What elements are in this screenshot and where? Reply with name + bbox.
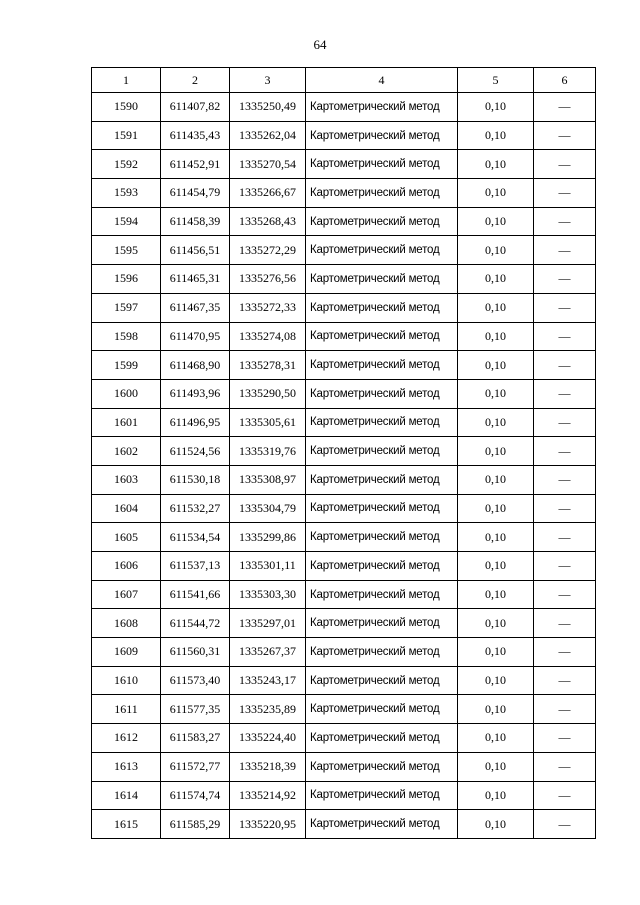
- accuracy-cell: 0,10: [458, 810, 534, 839]
- note-cell: —: [534, 638, 596, 667]
- method-cell: Картометрический метод: [306, 638, 458, 667]
- page-number: 64: [313, 37, 327, 52]
- accuracy-cell: 0,10: [458, 121, 534, 150]
- column-header: 5: [458, 68, 534, 93]
- accuracy-cell: 0,10: [458, 695, 534, 724]
- note-cell: —: [534, 724, 596, 753]
- method-cell: Картометрический метод: [306, 810, 458, 839]
- accuracy-cell: 0,10: [458, 265, 534, 294]
- point-number-cell: 1598: [92, 322, 161, 351]
- accuracy-cell: 0,10: [458, 179, 534, 208]
- x-coordinate-cell: 611493,96: [161, 379, 230, 408]
- method-cell: Картометрический метод: [306, 179, 458, 208]
- point-number-cell: 1610: [92, 666, 161, 695]
- table-row: [92, 724, 596, 753]
- table-row: [92, 465, 596, 494]
- y-coordinate-cell: 1335278,31: [230, 351, 306, 380]
- accuracy-cell: 0,10: [458, 150, 534, 179]
- point-number-cell: 1603: [92, 465, 161, 494]
- y-coordinate-cell: 1335297,01: [230, 609, 306, 638]
- method-cell: Картометрический метод: [306, 207, 458, 236]
- y-coordinate-cell: 1335267,37: [230, 638, 306, 667]
- note-cell: —: [534, 552, 596, 581]
- x-coordinate-cell: 611583,27: [161, 724, 230, 753]
- x-coordinate-cell: 611560,31: [161, 638, 230, 667]
- table-row: [92, 150, 596, 179]
- accuracy-cell: 0,10: [458, 724, 534, 753]
- table-row: [92, 265, 596, 294]
- y-coordinate-cell: 1335305,61: [230, 408, 306, 437]
- x-coordinate-cell: 611544,72: [161, 609, 230, 638]
- point-number-cell: 1599: [92, 351, 161, 380]
- point-number-cell: 1601: [92, 408, 161, 437]
- accuracy-cell: 0,10: [458, 322, 534, 351]
- note-cell: —: [534, 695, 596, 724]
- y-coordinate-cell: 1335301,11: [230, 552, 306, 581]
- table-row: [92, 609, 596, 638]
- table-row: [92, 408, 596, 437]
- x-coordinate-cell: 611534,54: [161, 523, 230, 552]
- x-coordinate-cell: 611537,13: [161, 552, 230, 581]
- note-cell: —: [534, 752, 596, 781]
- note-cell: —: [534, 437, 596, 466]
- method-cell: Картометрический метод: [306, 351, 458, 380]
- method-cell: Картометрический метод: [306, 752, 458, 781]
- x-coordinate-cell: 611454,79: [161, 179, 230, 208]
- method-cell: Картометрический метод: [306, 724, 458, 753]
- x-coordinate-cell: 611470,95: [161, 322, 230, 351]
- note-cell: —: [534, 293, 596, 322]
- note-cell: —: [534, 93, 596, 122]
- x-coordinate-cell: 611452,91: [161, 150, 230, 179]
- point-number-cell: 1613: [92, 752, 161, 781]
- coordinates-table: [91, 67, 596, 839]
- point-number-cell: 1593: [92, 179, 161, 208]
- accuracy-cell: 0,10: [458, 379, 534, 408]
- table-row: [92, 351, 596, 380]
- accuracy-cell: 0,10: [458, 552, 534, 581]
- table-row: [92, 93, 596, 122]
- table-row: [92, 666, 596, 695]
- note-cell: —: [534, 666, 596, 695]
- accuracy-cell: 0,10: [458, 609, 534, 638]
- note-cell: —: [534, 379, 596, 408]
- table-row: [92, 236, 596, 265]
- point-number-cell: 1612: [92, 724, 161, 753]
- point-number-cell: 1600: [92, 379, 161, 408]
- x-coordinate-cell: 611524,56: [161, 437, 230, 466]
- accuracy-cell: 0,10: [458, 351, 534, 380]
- table-row: [92, 781, 596, 810]
- table-row: [92, 379, 596, 408]
- x-coordinate-cell: 611532,27: [161, 494, 230, 523]
- table-row: [92, 293, 596, 322]
- method-cell: Картометрический метод: [306, 322, 458, 351]
- method-cell: Картометрический метод: [306, 293, 458, 322]
- method-cell: Картометрический метод: [306, 666, 458, 695]
- y-coordinate-cell: 1335272,29: [230, 236, 306, 265]
- accuracy-cell: 0,10: [458, 580, 534, 609]
- method-cell: Картометрический метод: [306, 150, 458, 179]
- note-cell: —: [534, 609, 596, 638]
- method-cell: Картометрический метод: [306, 695, 458, 724]
- accuracy-cell: 0,10: [458, 523, 534, 552]
- accuracy-cell: 0,10: [458, 494, 534, 523]
- accuracy-cell: 0,10: [458, 293, 534, 322]
- x-coordinate-cell: 611407,82: [161, 93, 230, 122]
- x-coordinate-cell: 611467,35: [161, 293, 230, 322]
- point-number-cell: 1594: [92, 207, 161, 236]
- point-number-cell: 1609: [92, 638, 161, 667]
- x-coordinate-cell: 611585,29: [161, 810, 230, 839]
- note-cell: —: [534, 121, 596, 150]
- y-coordinate-cell: 1335290,50: [230, 379, 306, 408]
- table-body: [92, 93, 596, 839]
- accuracy-cell: 0,10: [458, 236, 534, 265]
- table-row: [92, 322, 596, 351]
- method-cell: Картометрический метод: [306, 121, 458, 150]
- table-row: [92, 121, 596, 150]
- table-row: [92, 437, 596, 466]
- point-number-cell: 1607: [92, 580, 161, 609]
- note-cell: —: [534, 265, 596, 294]
- table-row: [92, 638, 596, 667]
- table-row: [92, 523, 596, 552]
- y-coordinate-cell: 1335272,33: [230, 293, 306, 322]
- x-coordinate-cell: 611573,40: [161, 666, 230, 695]
- table-row: [92, 494, 596, 523]
- note-cell: —: [534, 408, 596, 437]
- x-coordinate-cell: 611577,35: [161, 695, 230, 724]
- table-row: [92, 207, 596, 236]
- note-cell: —: [534, 179, 596, 208]
- point-number-cell: 1608: [92, 609, 161, 638]
- point-number-cell: 1590: [92, 93, 161, 122]
- point-number-cell: 1604: [92, 494, 161, 523]
- point-number-cell: 1592: [92, 150, 161, 179]
- note-cell: —: [534, 494, 596, 523]
- point-number-cell: 1595: [92, 236, 161, 265]
- table-row: [92, 179, 596, 208]
- note-cell: —: [534, 781, 596, 810]
- method-cell: Картометрический метод: [306, 494, 458, 523]
- note-cell: —: [534, 207, 596, 236]
- x-coordinate-cell: 611496,95: [161, 408, 230, 437]
- y-coordinate-cell: 1335303,30: [230, 580, 306, 609]
- y-coordinate-cell: 1335276,56: [230, 265, 306, 294]
- point-number-cell: 1597: [92, 293, 161, 322]
- y-coordinate-cell: 1335250,49: [230, 93, 306, 122]
- method-cell: Картометрический метод: [306, 265, 458, 294]
- method-cell: Картометрический метод: [306, 609, 458, 638]
- y-coordinate-cell: 1335268,43: [230, 207, 306, 236]
- column-header: 4: [306, 68, 458, 93]
- y-coordinate-cell: 1335274,08: [230, 322, 306, 351]
- x-coordinate-cell: 611458,39: [161, 207, 230, 236]
- x-coordinate-cell: 611435,43: [161, 121, 230, 150]
- table-header-row: [92, 68, 596, 93]
- y-coordinate-cell: 1335299,86: [230, 523, 306, 552]
- y-coordinate-cell: 1335243,17: [230, 666, 306, 695]
- point-number-cell: 1611: [92, 695, 161, 724]
- accuracy-cell: 0,10: [458, 93, 534, 122]
- table-row: [92, 810, 596, 839]
- point-number-cell: 1602: [92, 437, 161, 466]
- accuracy-cell: 0,10: [458, 752, 534, 781]
- y-coordinate-cell: 1335214,92: [230, 781, 306, 810]
- method-cell: Картометрический метод: [306, 552, 458, 581]
- accuracy-cell: 0,10: [458, 437, 534, 466]
- note-cell: —: [534, 580, 596, 609]
- x-coordinate-cell: 611465,31: [161, 265, 230, 294]
- x-coordinate-cell: 611541,66: [161, 580, 230, 609]
- table-row: [92, 580, 596, 609]
- method-cell: Картометрический метод: [306, 465, 458, 494]
- accuracy-cell: 0,10: [458, 666, 534, 695]
- table-row: [92, 752, 596, 781]
- column-header: 6: [534, 68, 596, 93]
- note-cell: —: [534, 351, 596, 380]
- note-cell: —: [534, 523, 596, 552]
- note-cell: —: [534, 236, 596, 265]
- point-number-cell: 1605: [92, 523, 161, 552]
- table-row: [92, 695, 596, 724]
- note-cell: —: [534, 322, 596, 351]
- method-cell: Картометрический метод: [306, 523, 458, 552]
- y-coordinate-cell: 1335235,89: [230, 695, 306, 724]
- x-coordinate-cell: 611530,18: [161, 465, 230, 494]
- y-coordinate-cell: 1335218,39: [230, 752, 306, 781]
- method-cell: Картометрический метод: [306, 236, 458, 265]
- y-coordinate-cell: 1335224,40: [230, 724, 306, 753]
- column-header: 3: [230, 68, 306, 93]
- accuracy-cell: 0,10: [458, 207, 534, 236]
- column-header: 2: [161, 68, 230, 93]
- method-cell: Картометрический метод: [306, 408, 458, 437]
- method-cell: Картометрический метод: [306, 781, 458, 810]
- method-cell: Картометрический метод: [306, 437, 458, 466]
- point-number-cell: 1615: [92, 810, 161, 839]
- point-number-cell: 1591: [92, 121, 161, 150]
- accuracy-cell: 0,10: [458, 465, 534, 494]
- accuracy-cell: 0,10: [458, 781, 534, 810]
- table-row: [92, 552, 596, 581]
- note-cell: —: [534, 465, 596, 494]
- accuracy-cell: 0,10: [458, 408, 534, 437]
- point-number-cell: 1596: [92, 265, 161, 294]
- method-cell: Картометрический метод: [306, 580, 458, 609]
- y-coordinate-cell: 1335262,04: [230, 121, 306, 150]
- x-coordinate-cell: 611468,90: [161, 351, 230, 380]
- column-header: 1: [92, 68, 161, 93]
- note-cell: —: [534, 810, 596, 839]
- method-cell: Картометрический метод: [306, 379, 458, 408]
- point-number-cell: 1614: [92, 781, 161, 810]
- y-coordinate-cell: 1335266,67: [230, 179, 306, 208]
- y-coordinate-cell: 1335220,95: [230, 810, 306, 839]
- y-coordinate-cell: 1335304,79: [230, 494, 306, 523]
- x-coordinate-cell: 611456,51: [161, 236, 230, 265]
- point-number-cell: 1606: [92, 552, 161, 581]
- y-coordinate-cell: 1335308,97: [230, 465, 306, 494]
- y-coordinate-cell: 1335270,54: [230, 150, 306, 179]
- x-coordinate-cell: 611572,77: [161, 752, 230, 781]
- x-coordinate-cell: 611574,74: [161, 781, 230, 810]
- method-cell: Картометрический метод: [306, 93, 458, 122]
- note-cell: —: [534, 150, 596, 179]
- y-coordinate-cell: 1335319,76: [230, 437, 306, 466]
- accuracy-cell: 0,10: [458, 638, 534, 667]
